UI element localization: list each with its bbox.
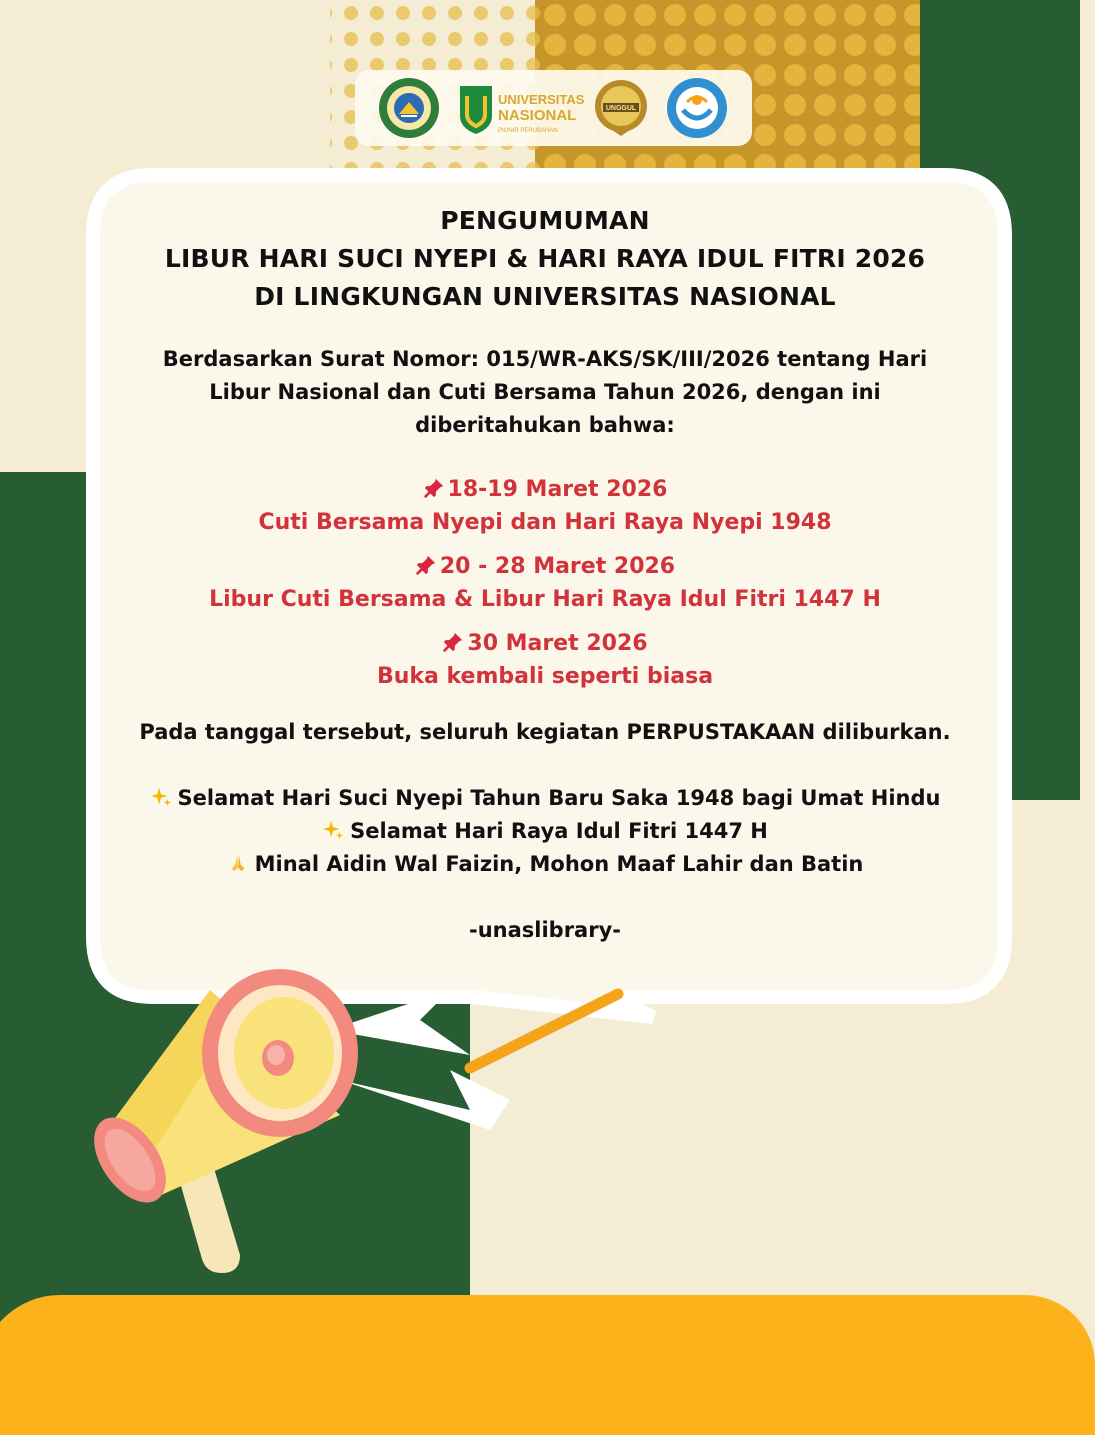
- megaphone-icon: [90, 955, 390, 1285]
- bottom-orange-bar: [0, 1295, 1095, 1435]
- unggul-accreditation-badge: [591, 76, 651, 140]
- intro-line-2: Libur Nasional dan Cuti Bersama Tahun 2026, dengan ini: [209, 380, 881, 404]
- universitas-nasional-logo: [458, 82, 585, 136]
- pushpin-icon: [442, 631, 464, 653]
- title-line-1: PENGUMUMAN: [440, 206, 650, 235]
- schedule-item: [100, 550, 990, 616]
- intro-line-1: Berdasarkan Surat Nomor: 015/WR-AKS/SK/III/2026 tentang Hari: [162, 347, 928, 371]
- greeting-line: Selamat Hari Raya Idul Fitri 1447 H: [100, 815, 990, 848]
- schedule-desc: Libur Cuti Bersama & Libur Hari Raya Idul Fitri 1447 H: [209, 587, 881, 612]
- closure-note: Pada tanggal tersebut, seluruh kegiatan PERPUSTAKAAN diliburkan.: [139, 720, 951, 744]
- pushpin-icon: [415, 554, 437, 576]
- schedule-list: [100, 473, 990, 693]
- intro-paragraph: [100, 343, 990, 442]
- announcement-content: [100, 202, 990, 947]
- schedule-item: [100, 473, 990, 539]
- title-line-3: DI LINGKUNGAN UNIVERSITAS NASIONAL: [254, 282, 836, 311]
- unas-logo-tagline: PIONIR PERUBAHAN: [498, 128, 558, 134]
- schedule-item: [100, 627, 990, 693]
- folded-hands-icon: [227, 852, 249, 874]
- schedule-date: 30 Maret 2026: [467, 631, 648, 656]
- schedule-desc: Cuti Bersama Nyepi dan Hari Raya Nyepi 1948: [258, 510, 832, 535]
- signature: -unaslibrary-: [468, 918, 621, 942]
- unas-logo-line1: UNIVERSITAS: [498, 92, 585, 107]
- unas-logo-line2: NASIONAL: [498, 107, 577, 124]
- pushpin-icon: [423, 477, 445, 499]
- intro-line-3: diberitahukan bahwa:: [415, 413, 675, 437]
- schedule-desc: Buka kembali seperti biasa: [376, 664, 714, 689]
- sparkles-icon: [322, 819, 344, 841]
- schedule-date: 20 - 28 Maret 2026: [439, 554, 676, 579]
- unggul-label: UNGGUL: [605, 105, 637, 112]
- cyber-library-logo: [377, 76, 441, 140]
- title-line-2: LIBUR HARI SUCI NYEPI & HARI RAYA IDUL FITRI 2026: [164, 244, 926, 273]
- logo-bar: [355, 70, 752, 146]
- greetings: [100, 782, 990, 881]
- diktisaintek-berdampak-logo: [665, 76, 729, 140]
- sparkles-icon: [150, 786, 172, 808]
- greeting-line: Minal Aidin Wal Faizin, Mohon Maaf Lahir dan Batin: [100, 848, 990, 881]
- schedule-date: 18-19 Maret 2026: [447, 477, 668, 502]
- announcement-title: [100, 202, 990, 316]
- greeting-line: Selamat Hari Suci Nyepi Tahun Baru Saka 1948 bagi Umat Hindu: [100, 782, 990, 815]
